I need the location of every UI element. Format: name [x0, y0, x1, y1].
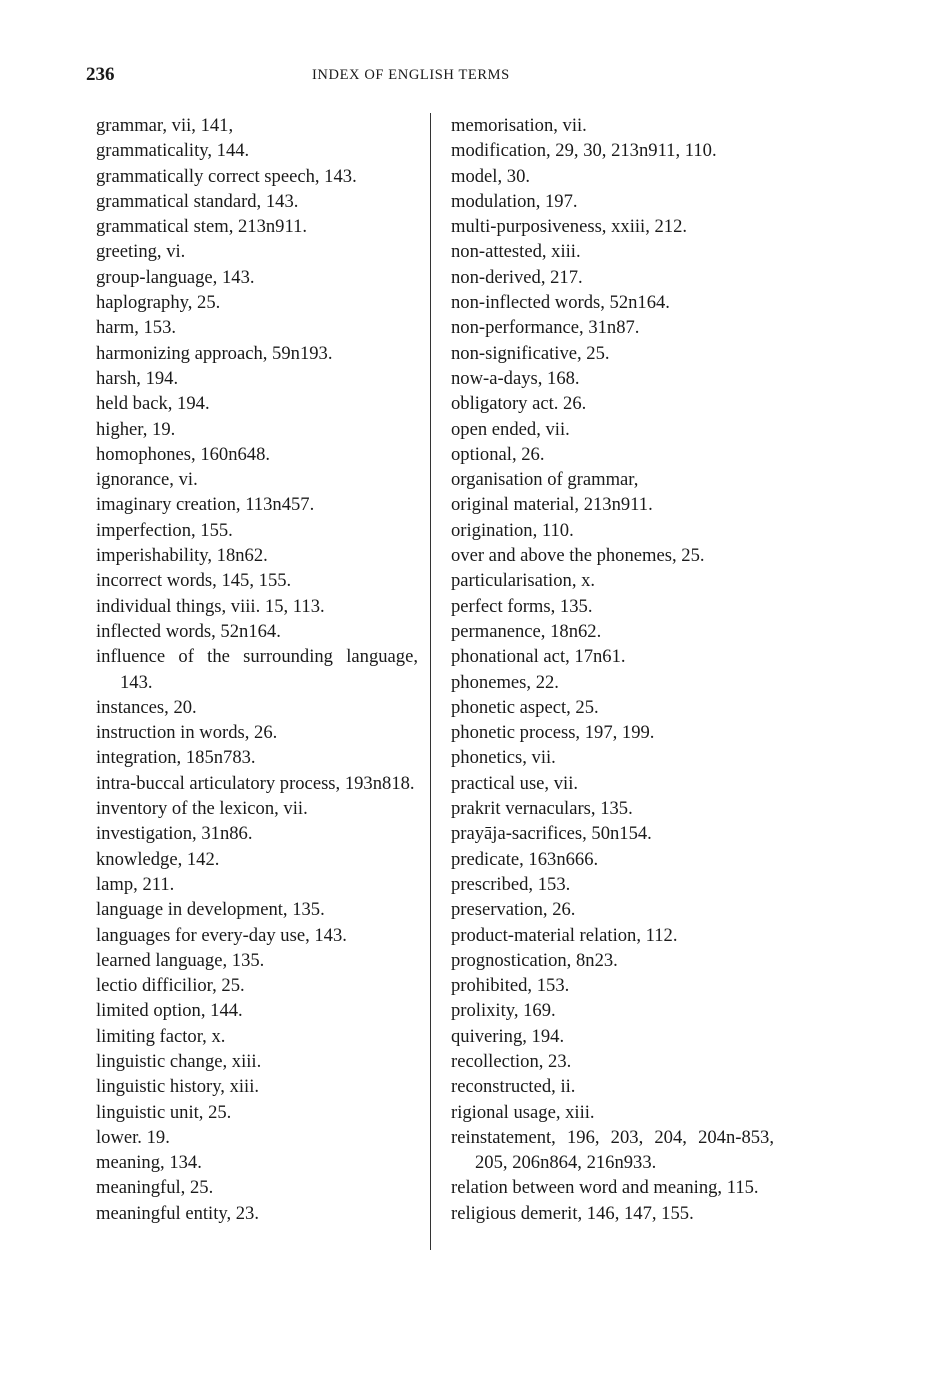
running-head: INDEX OF ENGLISH TERMS	[312, 67, 510, 83]
index-entry: language in development, 135.	[96, 899, 325, 921]
index-entry: modulation, 197.	[451, 190, 578, 212]
index-entry: linguistic change, xiii.	[96, 1050, 262, 1072]
index-entry: individual things, viii. 15, 113.	[96, 595, 325, 617]
index-entry: prohibited, 153.	[451, 975, 570, 997]
index-entry: meaningful, 25.	[96, 1177, 214, 1199]
index-entry: integration, 185n783.	[96, 747, 256, 769]
index-entry: phonetic process, 197, 199.	[451, 722, 655, 744]
index-entry: lectio difficilior, 25.	[96, 975, 245, 997]
index-entry: influence of the surrounding language, 143.	[96, 646, 418, 693]
index-entry: harmonizing approach, 59n193.	[96, 342, 333, 364]
index-entry: phonemes, 22.	[451, 671, 559, 693]
index-entry: particularisation, x.	[451, 570, 596, 592]
index-entry: now-a-days, 168.	[451, 367, 580, 389]
index-entry: instances, 20.	[96, 696, 197, 718]
index-entry: model, 30.	[451, 165, 531, 187]
index-entry: incorrect words, 145, 155.	[96, 570, 292, 592]
index-entry: imperishability, 18n62.	[96, 545, 268, 567]
index-entry: non-inflected words, 52n164.	[451, 292, 670, 314]
index-entry: imaginary creation, 113n457.	[96, 494, 315, 516]
index-entry: non-performance, 31n87.	[451, 317, 640, 339]
index-entry: prakrit vernaculars, 135.	[451, 798, 633, 820]
index-entry: non-derived, 217.	[451, 266, 583, 288]
index-entry: original material, 213n911.	[451, 494, 653, 516]
index-entry: modification, 29, 30, 213n911, 110.	[451, 140, 717, 162]
index-column-right	[451, 113, 774, 1226]
index-entry: harm, 153.	[96, 317, 177, 339]
index-entry: linguistic unit, 25.	[96, 1101, 232, 1123]
index-entry: investigation, 31n86.	[96, 823, 253, 845]
index-entry: ignorance, vi.	[96, 469, 198, 491]
index-entry: grammatical stem, 213n911.	[96, 216, 308, 238]
index-entry: instruction in words, 26.	[96, 722, 278, 744]
index-entry: lower. 19.	[96, 1126, 170, 1148]
index-entry: non-significative, 25.	[451, 342, 610, 364]
index-entry: memorisation, vii.	[451, 115, 587, 136]
index-entry: inflected words, 52n164.	[96, 620, 281, 642]
index-entry: held back, 194.	[96, 393, 210, 415]
index-entry: grammaticality, 144.	[96, 140, 250, 162]
index-entry: prognostication, 8n23.	[451, 949, 618, 971]
index-entry: lamp, 211.	[96, 873, 175, 895]
index-entry: haplography, 25.	[96, 292, 221, 314]
index-entry: homophones, 160n648.	[96, 443, 271, 465]
index-entry: greeting, vi.	[96, 241, 186, 263]
column-divider	[430, 113, 431, 1250]
index-entry: perfect forms, 135.	[451, 595, 593, 617]
index-entry: languages for every-day use, 143.	[96, 924, 347, 946]
index-entry: open ended, vii.	[451, 418, 570, 440]
index-entry: quivering, 194.	[451, 1025, 565, 1047]
index-entry: knowledge, 142.	[96, 848, 220, 870]
index-entry: origination, 110.	[451, 519, 574, 541]
index-entry: linguistic history, xiii.	[96, 1076, 260, 1098]
index-entry: meaningful entity, 23.	[96, 1202, 260, 1224]
index-column-left	[96, 113, 418, 1226]
index-entry: practical use, vii.	[451, 772, 579, 794]
index-entry: limiting factor, x.	[96, 1025, 226, 1047]
index-entry: prayāja-sacrifices, 50n154.	[451, 823, 652, 845]
index-entry: religious demerit, 146, 147, 155.	[451, 1202, 694, 1224]
index-entry: relation between word and meaning, 115.	[451, 1177, 759, 1199]
index-entry: inventory of the lexicon, vii.	[96, 798, 308, 820]
index-entry: prolixity, 169.	[451, 1000, 556, 1022]
index-entry: intra-buccal articulatory process, 193n818.	[96, 772, 415, 794]
page-number: 236	[86, 64, 115, 85]
index-entry: reconstructed, ii.	[451, 1076, 576, 1098]
index-entry: organisation of grammar,	[451, 469, 639, 491]
index-entry: reinstatement, 196, 203, 204, 204n-853, 205, 206n864, 216n933.	[451, 1126, 774, 1174]
index-entry: group-language, 143.	[96, 266, 255, 288]
index-entry: limited option, 144.	[96, 1000, 243, 1022]
index-entry: meaning, 134.	[96, 1152, 202, 1174]
index-entry: optional, 26.	[451, 443, 545, 465]
index-entry: over and above the phonemes, 25.	[451, 545, 705, 567]
index-entry: imperfection, 155.	[96, 519, 233, 541]
index-entry: grammar, vii, 141,	[96, 115, 234, 136]
index-entry: product-material relation, 112.	[451, 924, 678, 946]
index-entry: non-attested, xiii.	[451, 241, 581, 263]
index-entry: permanence, 18n62.	[451, 620, 602, 642]
index-entry: prescribed, 153.	[451, 873, 571, 895]
index-entry: phonational act, 17n61.	[451, 646, 626, 668]
index-entry: multi-purposiveness, xxiii, 212.	[451, 216, 688, 238]
index-entry: higher, 19.	[96, 418, 176, 440]
index-entry: phonetics, vii.	[451, 747, 556, 769]
index-entry: obligatory act. 26.	[451, 393, 587, 415]
index-entry: predicate, 163n666.	[451, 848, 599, 870]
index-entry: rigional usage, xiii.	[451, 1101, 595, 1123]
index-entry: phonetic aspect, 25.	[451, 696, 599, 718]
index-entry: grammatically correct speech, 143.	[96, 165, 357, 187]
index-entry: preservation, 26.	[451, 899, 576, 921]
index-entry: harsh, 194.	[96, 367, 179, 389]
index-entry: grammatical standard, 143.	[96, 190, 299, 212]
index-entry: learned language, 135.	[96, 949, 265, 971]
index-entry: recollection, 23.	[451, 1050, 572, 1072]
